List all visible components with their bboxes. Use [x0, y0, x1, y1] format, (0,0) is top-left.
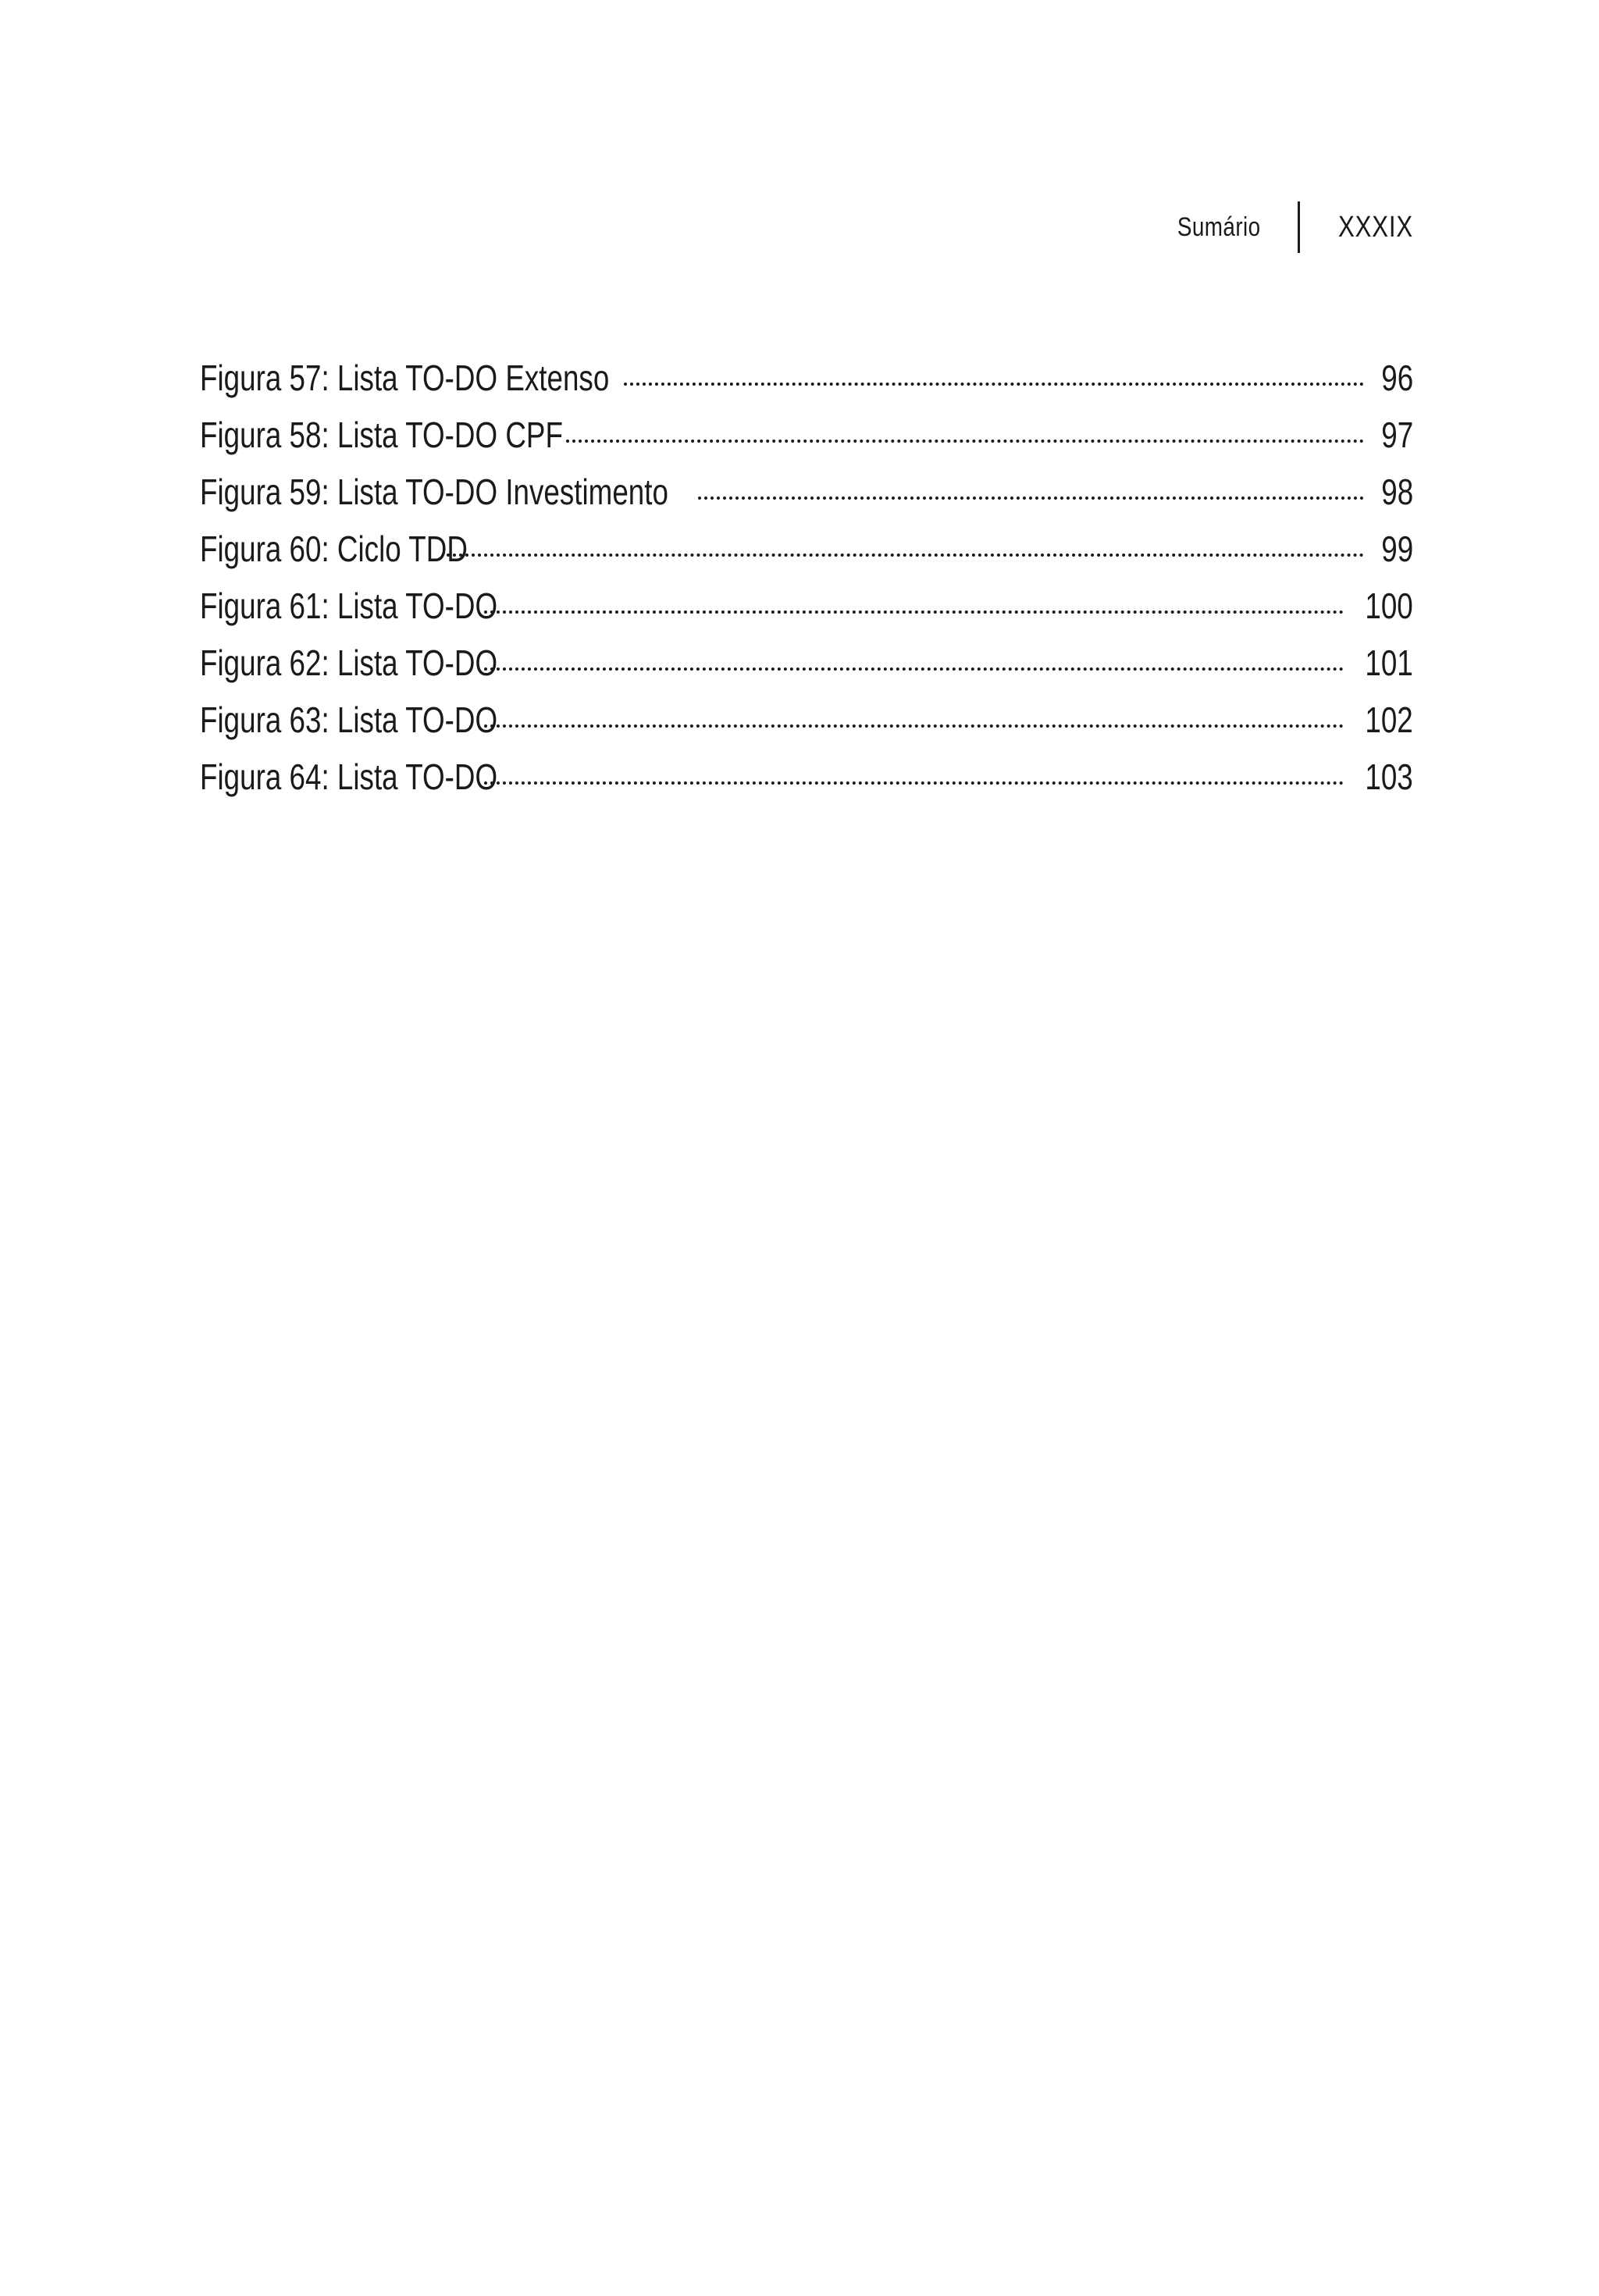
toc-entry[interactable] [200, 521, 1413, 578]
dot-leader [484, 774, 1344, 785]
toc-entry-page: 101 [1365, 643, 1413, 683]
toc-entry[interactable] [200, 635, 1413, 692]
toc-entry[interactable] [200, 749, 1413, 806]
dot-leader [624, 375, 1364, 386]
running-header [1151, 201, 1413, 253]
dot-leader [484, 717, 1344, 728]
dot-leader [447, 546, 1364, 557]
dot-leader [484, 660, 1344, 671]
toc-entry-page: 98 [1381, 472, 1413, 512]
toc-entry-page: 100 [1365, 586, 1413, 626]
toc-entry[interactable] [200, 464, 1413, 521]
toc-entry-page: 96 [1381, 358, 1413, 398]
header-section-title: Sumário [1177, 212, 1261, 242]
toc-entry-page: 102 [1365, 699, 1413, 740]
toc-entry-page: 99 [1381, 529, 1413, 569]
toc-entry-title: Figura 60: Ciclo TDD [200, 529, 468, 569]
dot-leader [566, 432, 1364, 443]
toc-entry[interactable] [200, 692, 1413, 749]
toc-entry[interactable] [200, 350, 1413, 407]
dot-leader [698, 489, 1364, 500]
toc-entry-title: Figura 64: Lista TO-DO [200, 756, 498, 797]
toc-entry-title: Figura 63: Lista TO-DO [200, 699, 498, 740]
toc-entry-page: 103 [1365, 756, 1413, 797]
toc-entry-title: Figura 59: Lista TO-DO Investimento [200, 472, 668, 512]
toc-entry-title: Figura 58: Lista TO-DO CPF [200, 415, 563, 455]
header-page-number: XXXIX [1338, 211, 1413, 244]
toc-entry-page: 97 [1381, 415, 1413, 455]
header-divider [1298, 201, 1300, 253]
dot-leader [484, 603, 1344, 614]
list-of-figures [200, 350, 1413, 806]
toc-entry[interactable] [200, 578, 1413, 635]
toc-entry[interactable] [200, 407, 1413, 464]
toc-entry-title: Figura 62: Lista TO-DO [200, 643, 498, 683]
toc-entry-title: Figura 57: Lista TO-DO Extenso [200, 358, 610, 398]
toc-entry-title: Figura 61: Lista TO-DO [200, 586, 498, 626]
